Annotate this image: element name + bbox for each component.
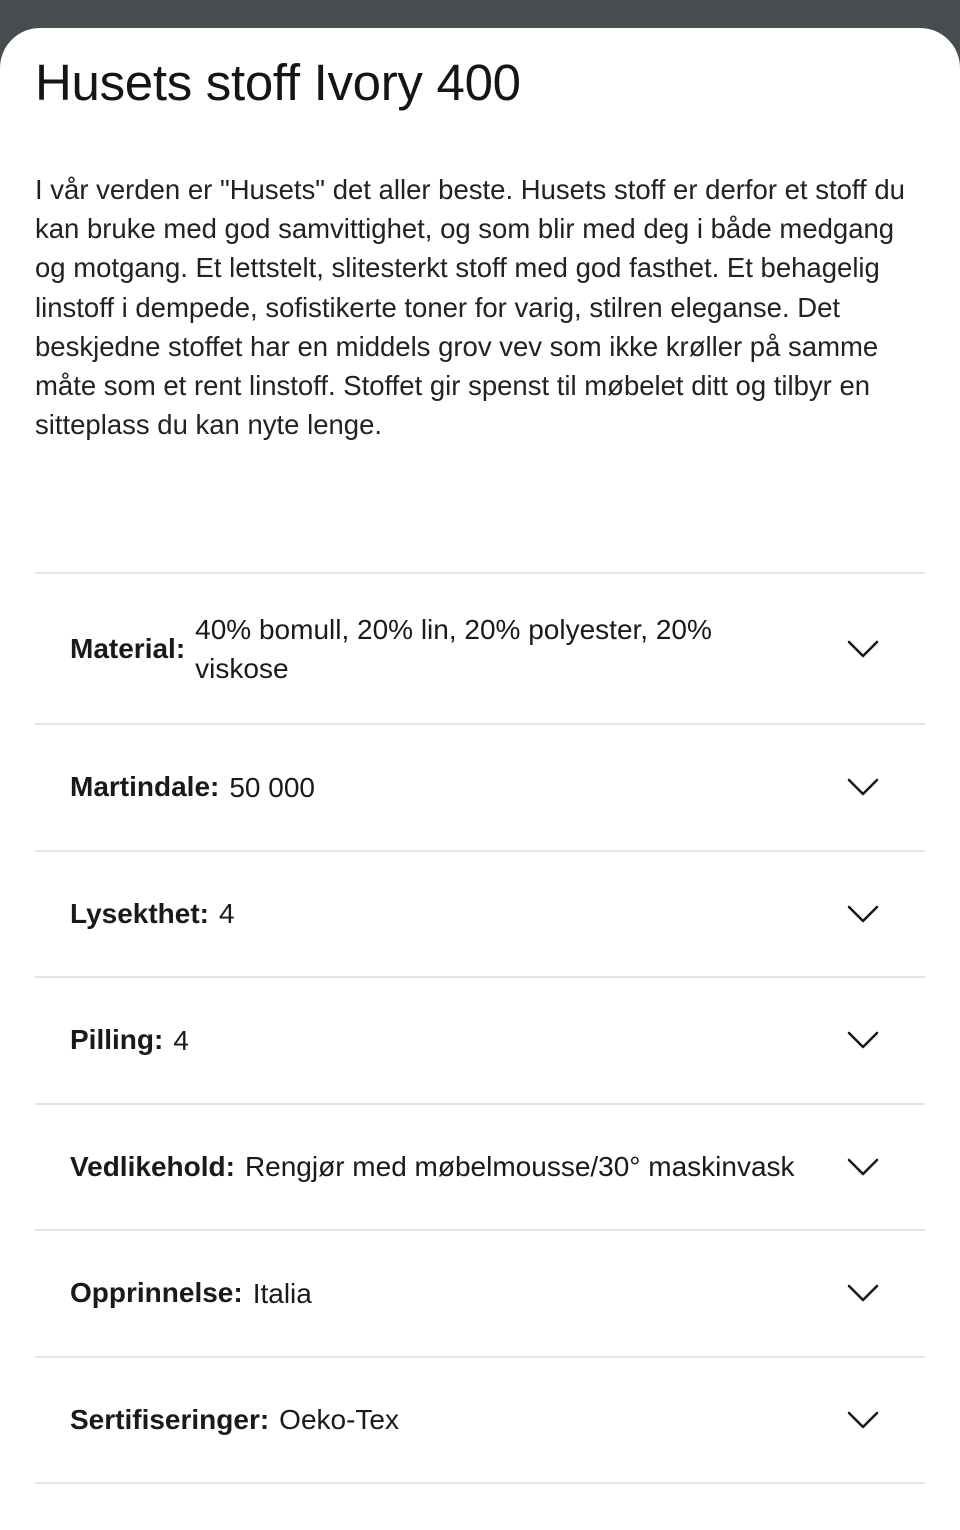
product-detail-sheet [0, 28, 960, 1530]
spec-row-material[interactable] [35, 574, 925, 725]
spec-label: Pilling: [70, 1024, 164, 1056]
chevron-down-icon[interactable] [847, 777, 879, 797]
product-title: Husets stoff Ivory 400 [35, 54, 521, 111]
product-description: I vår verden er "Husets" det aller beste. Husets stoff er derfor et stoff du kan bruke med god samvittighet, og som blir med deg i både medgang og motgang. Et lettstelt, slitesterkt stoff med god fasthet. Et behagelig linstoff i dempede, sofistikerte toner for varig, stilren eleganse. Det beskjedne stoffet har en middels grov vev som ikke krøller på samme måte som et rent linstoff. Stoffet gir spenst til møbelet ditt og tilbyr en sitteplass du kan nyte lenge. [35, 174, 905, 441]
chevron-down-icon[interactable] [847, 639, 879, 659]
spec-row-lysekthet[interactable] [35, 852, 925, 979]
spec-value: 4 [219, 898, 235, 930]
spec-value: 50 000 [229, 771, 315, 803]
spec-row-pilling[interactable] [35, 978, 925, 1105]
spec-label: Sertifiseringer: [70, 1403, 270, 1435]
spec-label: Material: [70, 632, 186, 664]
chevron-down-icon[interactable] [847, 1157, 879, 1177]
spec-label: Vedlikehold: [70, 1150, 235, 1182]
chevron-down-icon[interactable] [847, 1030, 879, 1050]
spec-value: Oeko-Tex [279, 1404, 399, 1436]
spec-row-opprinnelse[interactable] [35, 1231, 925, 1358]
spec-row-sertifiseringer[interactable] [35, 1358, 925, 1485]
spec-label: Martindale: [70, 771, 220, 803]
spec-row-vedlikehold[interactable] [35, 1105, 925, 1232]
chevron-down-icon[interactable] [847, 1410, 879, 1430]
chevron-down-icon[interactable] [847, 904, 879, 924]
spec-value: Rengjør med møbelmousse/30° maskinvask [244, 1151, 795, 1183]
spec-value: 40% bomull, 20% lin, 20% polyester, 20% viskose [195, 613, 712, 684]
spec-accordion [35, 572, 925, 1484]
spec-value: 4 [173, 1024, 189, 1056]
spec-value: Italia [252, 1277, 312, 1309]
spec-label: Lysekthet: [70, 897, 210, 929]
chevron-down-icon[interactable] [847, 1283, 879, 1303]
spec-row-martindale[interactable] [35, 725, 925, 852]
spec-label: Opprinnelse: [70, 1277, 243, 1309]
